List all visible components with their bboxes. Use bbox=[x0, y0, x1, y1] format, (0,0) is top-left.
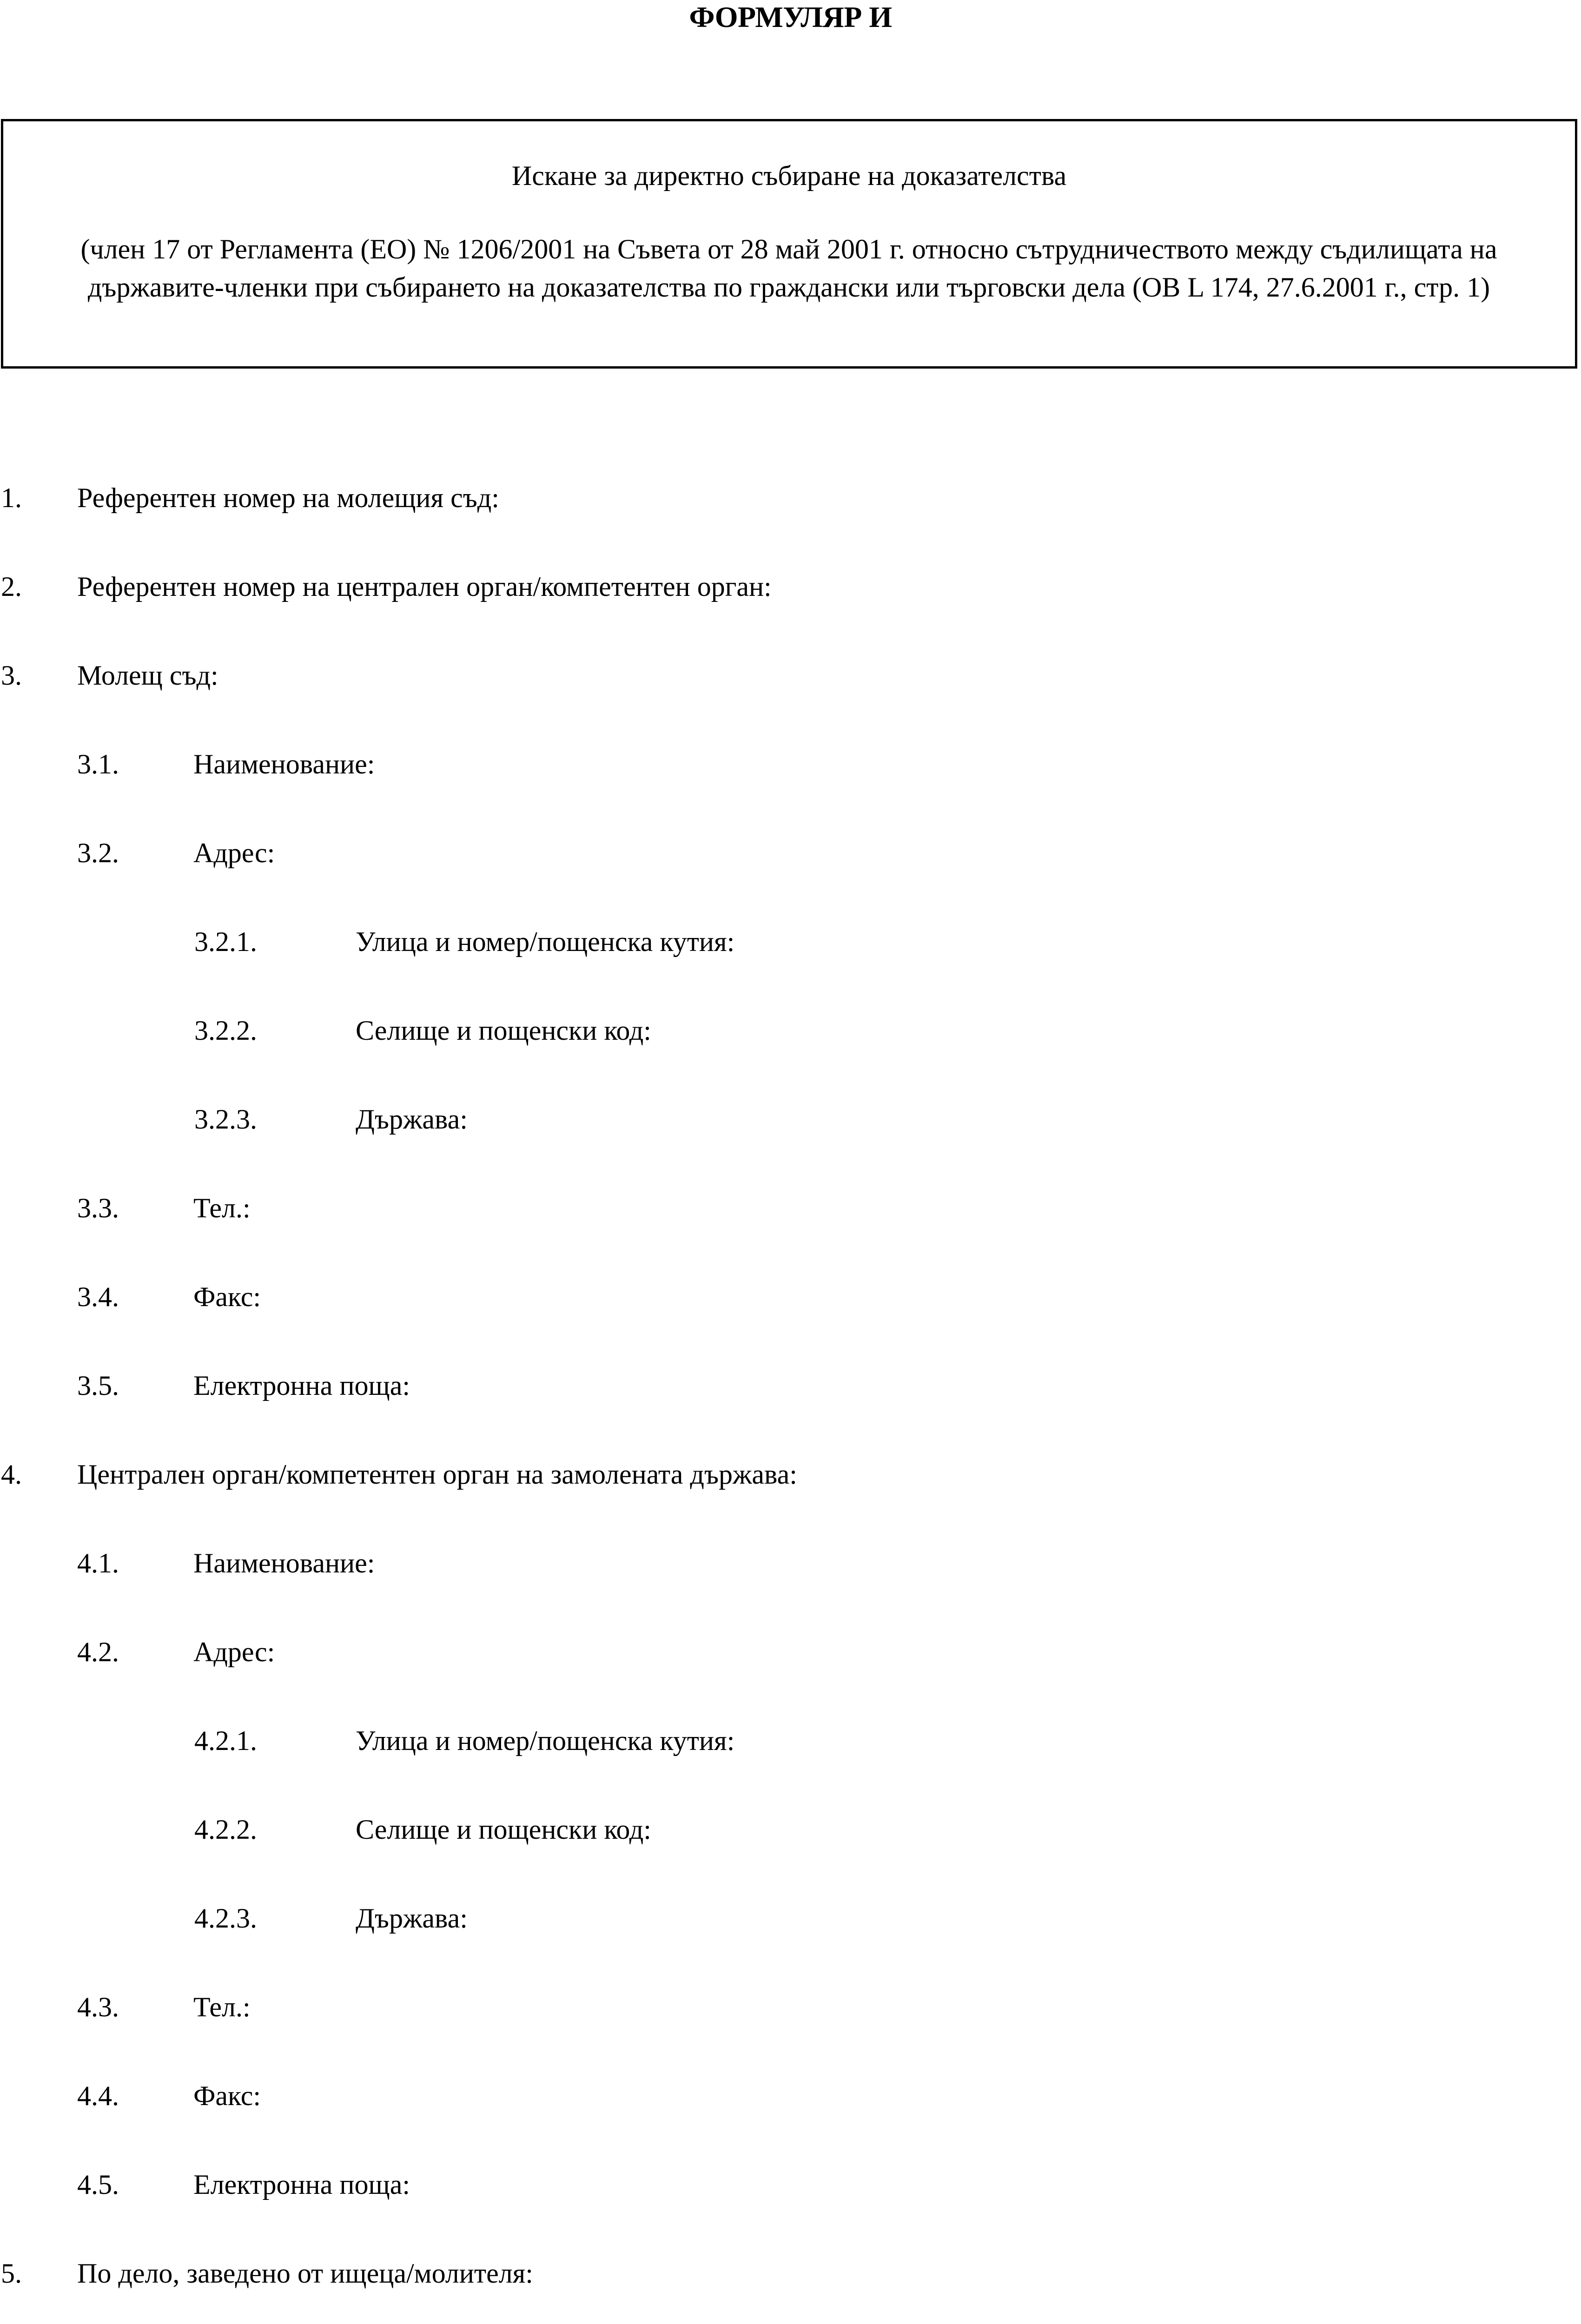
field-label: Държава: bbox=[356, 1104, 468, 1135]
field-label: Електронна поща: bbox=[193, 1370, 410, 1401]
field-label: Референтен номер на молещия съд: bbox=[77, 482, 499, 513]
field-number: 3.5. bbox=[77, 1370, 119, 1401]
field-number: 4.4. bbox=[77, 2080, 119, 2111]
field-number: 3.2. bbox=[77, 838, 119, 868]
field-number: 4.3. bbox=[77, 1992, 119, 2022]
field-label: Централен орган/компетентен орган на замолената държава: bbox=[77, 1459, 797, 1490]
field-number: 3.4. bbox=[77, 1281, 119, 1312]
field-label: Селище и пощенски код: bbox=[356, 1814, 651, 1845]
field-number: 3.3. bbox=[77, 1193, 119, 1223]
field-number: 4.2.3. bbox=[194, 1903, 257, 1934]
field-label: Държава: bbox=[356, 1903, 468, 1934]
field-number: 4.2. bbox=[77, 1637, 119, 1667]
field-label: Референтен номер на централен орган/компетентен орган: bbox=[77, 571, 772, 602]
field-label: Адрес: bbox=[193, 838, 275, 868]
field-number: 3.2.2. bbox=[194, 1015, 257, 1046]
field-label: Адрес: bbox=[193, 1637, 275, 1667]
field-label: Електронна поща: bbox=[193, 2169, 410, 2200]
field-number: 4. bbox=[1, 1459, 22, 1490]
regulation-citation: (член 17 от Регламента (ЕО) № 1206/2001 на Съвета от 28 май 2001 г. относно сътрудничеството между съдилищата на държавите-членки при събирането на доказателства по граждански или търговски дела (ОВ L 174, 27.6.2001 г., стр. 1) bbox=[80, 234, 1497, 303]
field-number: 3.1. bbox=[77, 749, 119, 779]
field-label: Факс: bbox=[193, 2080, 261, 2111]
field-number: 4.2.2. bbox=[194, 1814, 257, 1845]
field-number: 3.2.1. bbox=[194, 926, 257, 957]
header-box bbox=[1, 119, 1577, 369]
field-label: Улица и номер/пощенска кутия: bbox=[356, 926, 735, 957]
field-label: Селище и пощенски код: bbox=[356, 1015, 651, 1046]
field-number: 4.5. bbox=[77, 2169, 119, 2200]
field-number: 3. bbox=[1, 660, 22, 691]
field-label: Улица и номер/пощенска кутия: bbox=[356, 1725, 735, 1756]
field-label: Тел.: bbox=[193, 1992, 251, 2022]
field-label: Молещ съд: bbox=[77, 660, 218, 691]
request-title: Искане за директно събиране на доказателства bbox=[511, 160, 1067, 191]
field-label: Тел.: bbox=[193, 1193, 251, 1223]
field-number: 3.2.3. bbox=[194, 1104, 257, 1135]
form-title: ФОРМУЛЯР И bbox=[689, 0, 892, 33]
field-number: 4.2.1. bbox=[194, 1725, 257, 1756]
field-number: 5. bbox=[1, 2258, 22, 2289]
field-label: Наименование: bbox=[193, 1548, 375, 1578]
field-label: По дело, заведено от ищеца/молителя: bbox=[77, 2258, 533, 2289]
field-label: Факс: bbox=[193, 1281, 261, 1312]
field-number: 1. bbox=[1, 482, 22, 513]
field-number: 4.1. bbox=[77, 1548, 119, 1578]
field-label: Наименование: bbox=[193, 749, 375, 779]
field-number: 2. bbox=[1, 571, 22, 602]
